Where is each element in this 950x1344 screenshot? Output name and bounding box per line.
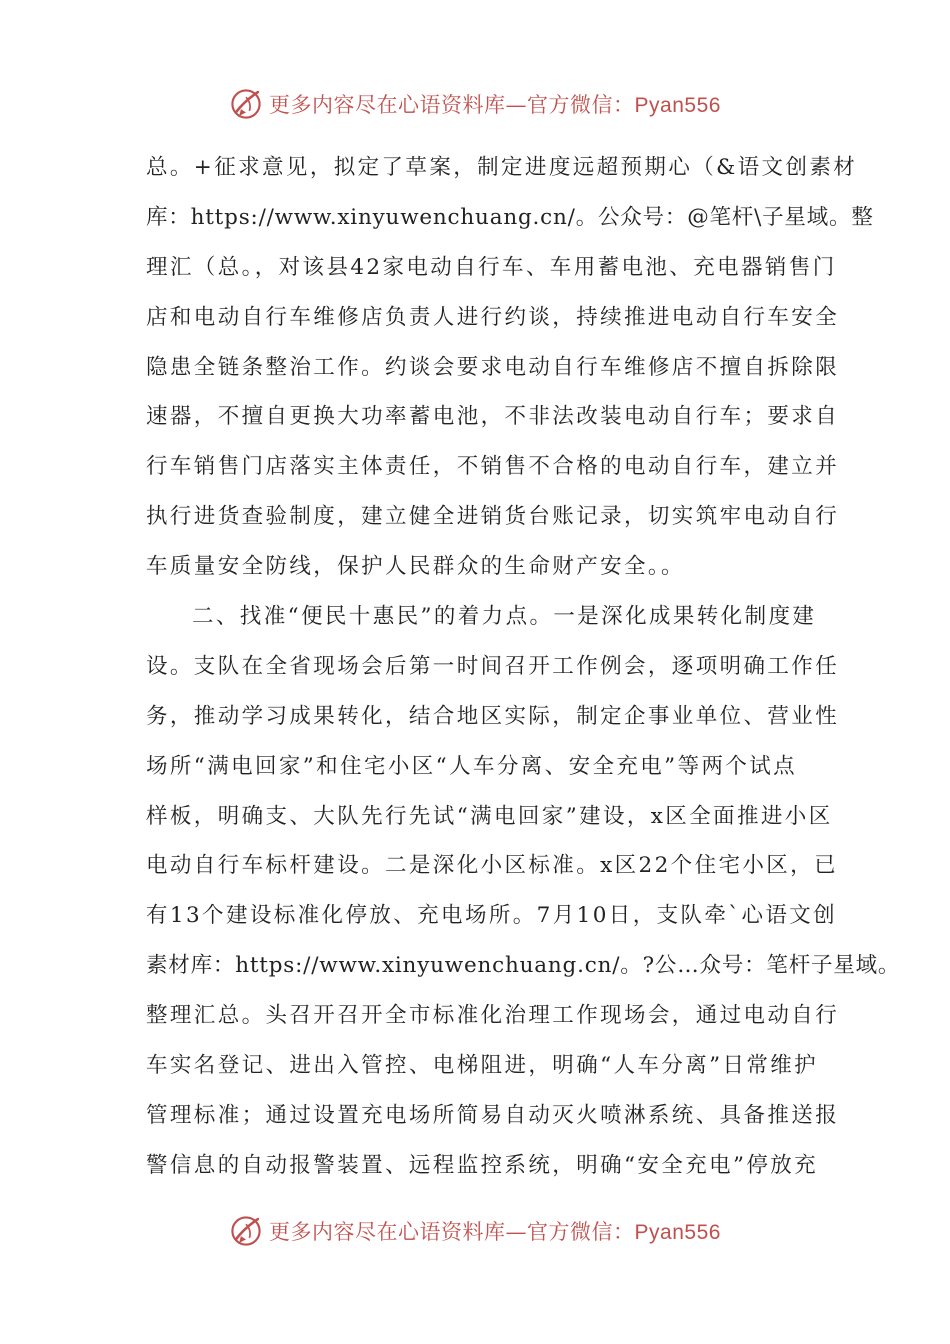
header-banner-text <box>269 89 721 119</box>
text-line: 隐患全链条整治工作。约谈会要求电动自行车维修店不擅自拆除限 <box>146 354 840 380</box>
pen-seal-logo-icon <box>229 87 263 121</box>
text-line: 素材库：https://www.xinyuwenchuang.cn/。?公…众号：笔杆子星域。 <box>146 953 901 979</box>
header-banner <box>0 84 950 124</box>
header-wechat-id: Pyan556 <box>634 94 721 117</box>
text-line: 警信息的自动报警装置、远程监控系统，明确“安全充电”停放充 <box>146 1152 819 1178</box>
pen-seal-logo-icon <box>229 1214 263 1248</box>
text-line: 车质量安全防线，保护人民群众的生命财产安全。。 <box>146 554 685 580</box>
text-line: 管理标准；通过设置充电场所简易自动灭火喷淋系统、具备推送报 <box>146 1102 840 1128</box>
text-line: 样板，明确支、大队先行先试“满电回家”建设，x区全面推进小区 <box>146 803 833 829</box>
text-line: 执行进货查验制度，建立健全进销货台账记录，切实筑牢电动自行 <box>146 504 840 530</box>
text-line: 理汇（总。，对该县42家电动自行车、车用蓄电池、充电器销售门 <box>146 254 837 280</box>
text-line: 场所“满电回家”和住宅小区“人车分离、安全充电”等两个试点 <box>146 753 798 779</box>
text-line: 务，推动学习成果转化，结合地区实际，制定企事业单位、营业性 <box>146 703 840 729</box>
text-line: 行车销售门店落实主体责任，不销售不合格的电动自行车，建立并 <box>146 454 840 480</box>
text-line: 设。支队在全省现场会后第一时间召开工作例会，逐项明确工作任 <box>146 653 840 679</box>
header-banner-label: 更多内容尽在心语资料库—官方微信： <box>269 93 635 117</box>
text-line: 库：https://www.xinyuwenchuang.cn/。公众号：@笔杆\子星域。整 <box>146 204 874 230</box>
footer-banner <box>0 1211 950 1251</box>
text-line: 速器，不擅自更换大功率蓄电池，不非法改装电动自行车；要求自 <box>146 404 840 430</box>
text-line: 店和电动自行车维修店负责人进行约谈，持续推进电动自行车安全 <box>146 304 840 330</box>
text-line: 整理汇总。头召开召开全市标准化治理工作现场会，通过电动自行 <box>146 1003 840 1029</box>
document-body <box>146 143 901 1191</box>
footer-wechat-id: Pyan556 <box>634 1221 721 1244</box>
text-line: 电动自行车标杆建设。二是深化小区标准。x区22个住宅小区，已 <box>146 853 838 879</box>
text-line: 有13个建设标准化停放、充电场所。7月10日，支队牵`心语文创 <box>146 903 838 929</box>
footer-banner-text <box>269 1216 721 1246</box>
text-line: 车实名登记、进出入管控、电梯阻进，明确“人车分离”日常维护 <box>146 1053 819 1079</box>
paragraph-start-line: 二、找准“便民十惠民”的着力点。一是深化成果转化制度建 <box>192 604 817 630</box>
text-line: 总。+征求意见，拟定了草案，制定进度远超预期心（&语文创素材 <box>146 155 858 180</box>
footer-banner-label: 更多内容尽在心语资料库—官方微信： <box>269 1220 635 1244</box>
